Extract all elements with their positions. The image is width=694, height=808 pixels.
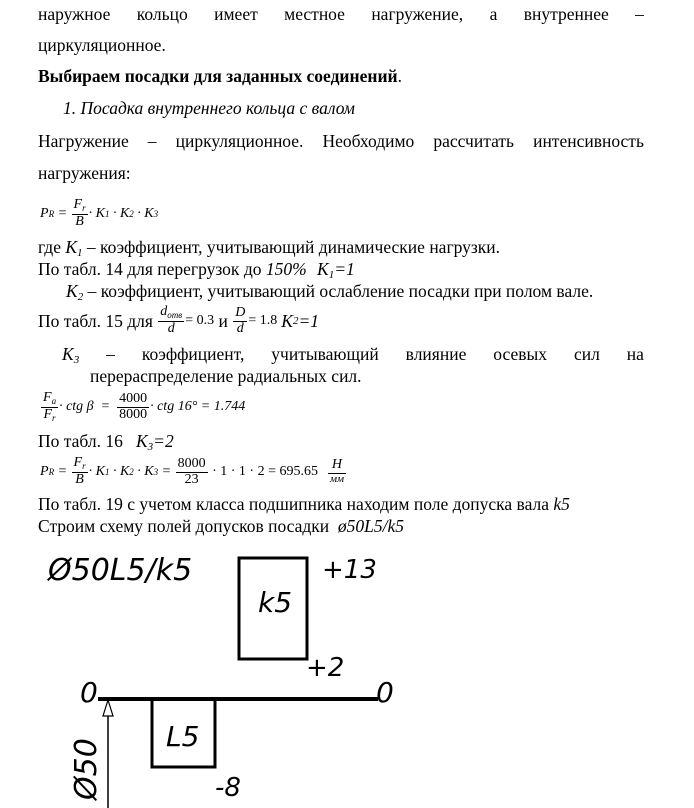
scheme-caption: Строим схему полей допусков посадки ø50L5/k5 [38, 516, 405, 536]
formula-fraction: $\frac{F_r}{B}$ [73, 197, 86, 229]
para1-word: местное [284, 4, 345, 24]
para2-word: – [147, 131, 157, 151]
d-otv-fraction: $\frac{d_{отв}}{d}$ [160, 304, 183, 336]
para1-word: внутреннее [523, 4, 609, 24]
formula-fa-fr: $\frac{F_a}{F_r}$ · ctg β = $\frac{4000}{8000}$ · ctg 16° = 1.744 [43, 390, 246, 423]
heading-dot: . [397, 66, 402, 86]
scheme-title: Ø50L5/k5 [48, 553, 193, 588]
k3-line2: перераспределение радиальных сил. [90, 366, 362, 386]
tabl15-line: По табл. 15 для $\frac{d_{отв}}{d}$ = 0.3 и $\frac{D}{d}$ = 1.8 K 2 =1 [38, 304, 319, 336]
para2-word: интенсивность [533, 131, 644, 151]
para1-word: а [489, 4, 498, 24]
para2-word: циркуляционное. [175, 131, 304, 151]
upper-deviation: +13 [322, 555, 377, 585]
para1-line2: циркуляционное. [38, 35, 166, 55]
tabl16-line: По табл. 16 $K_3=2$ [38, 431, 174, 453]
para2-word: Необходимо [322, 131, 415, 151]
para2-line2: нагружения: [38, 163, 131, 183]
l5-label: L5 [166, 720, 200, 753]
lower-deviation-l5: -8 [215, 773, 241, 803]
para1-line1 [38, 4, 644, 25]
para2-word: Нагружение [38, 131, 129, 151]
tabl14-line: По табл. 14 для перегрузок до 150% $K_1=1$ [38, 259, 355, 281]
para2-line1 [38, 131, 644, 152]
zero-label-right: 0 [376, 676, 394, 709]
lower-deviation-k5: +2 [306, 653, 345, 683]
k5-label: k5 [258, 586, 293, 619]
heading-text: Выбираем посадки для заданных соединений [38, 66, 398, 86]
k2-line: $K_2$ – коэффициент, учитывающий ослабление посадки при полом вале. [66, 281, 594, 303]
diameter-label: Ø50 [69, 738, 104, 800]
para1-word: имеет [214, 4, 258, 24]
para1-word: нагружение, [371, 4, 464, 24]
section-heading [38, 66, 694, 87]
formula-pr-result: P R = $\frac{F_r}{B}$ · K 1 · K 2 · K 3 = $\frac{8000}{23}$ · 1 · 1 · 2 = 695.65 $\frac{Н}{мм}$ [40, 455, 345, 487]
arrow-head-icon [103, 700, 113, 716]
para2-word: рассчитать [433, 131, 515, 151]
para1-word: кольцо [136, 4, 188, 24]
list-item-1: 1. Посадка внутреннего кольца с валом [63, 98, 355, 118]
tolerance-scheme [0, 538, 694, 808]
para1-word: – [635, 4, 644, 24]
formula-pr: P R = $\frac{F_r}{B}$ · K 1 · K 2 · K 3 [40, 197, 159, 229]
zero-label-left: 0 [80, 676, 98, 709]
d-big-fraction: $\frac{D}{d}$ [235, 304, 246, 336]
k1-line: где $K_1$ – коэффициент, учитывающий динамические нагрузки. [38, 237, 501, 259]
para1-word: наружное [38, 4, 111, 24]
tabl19-line: По табл. 19 с учетом класса подшипника находим поле допуска вала k5 [38, 494, 570, 514]
k3-line1: $K_3$ – коэффициент, учитывающий влияние осевых сил на [62, 344, 644, 366]
